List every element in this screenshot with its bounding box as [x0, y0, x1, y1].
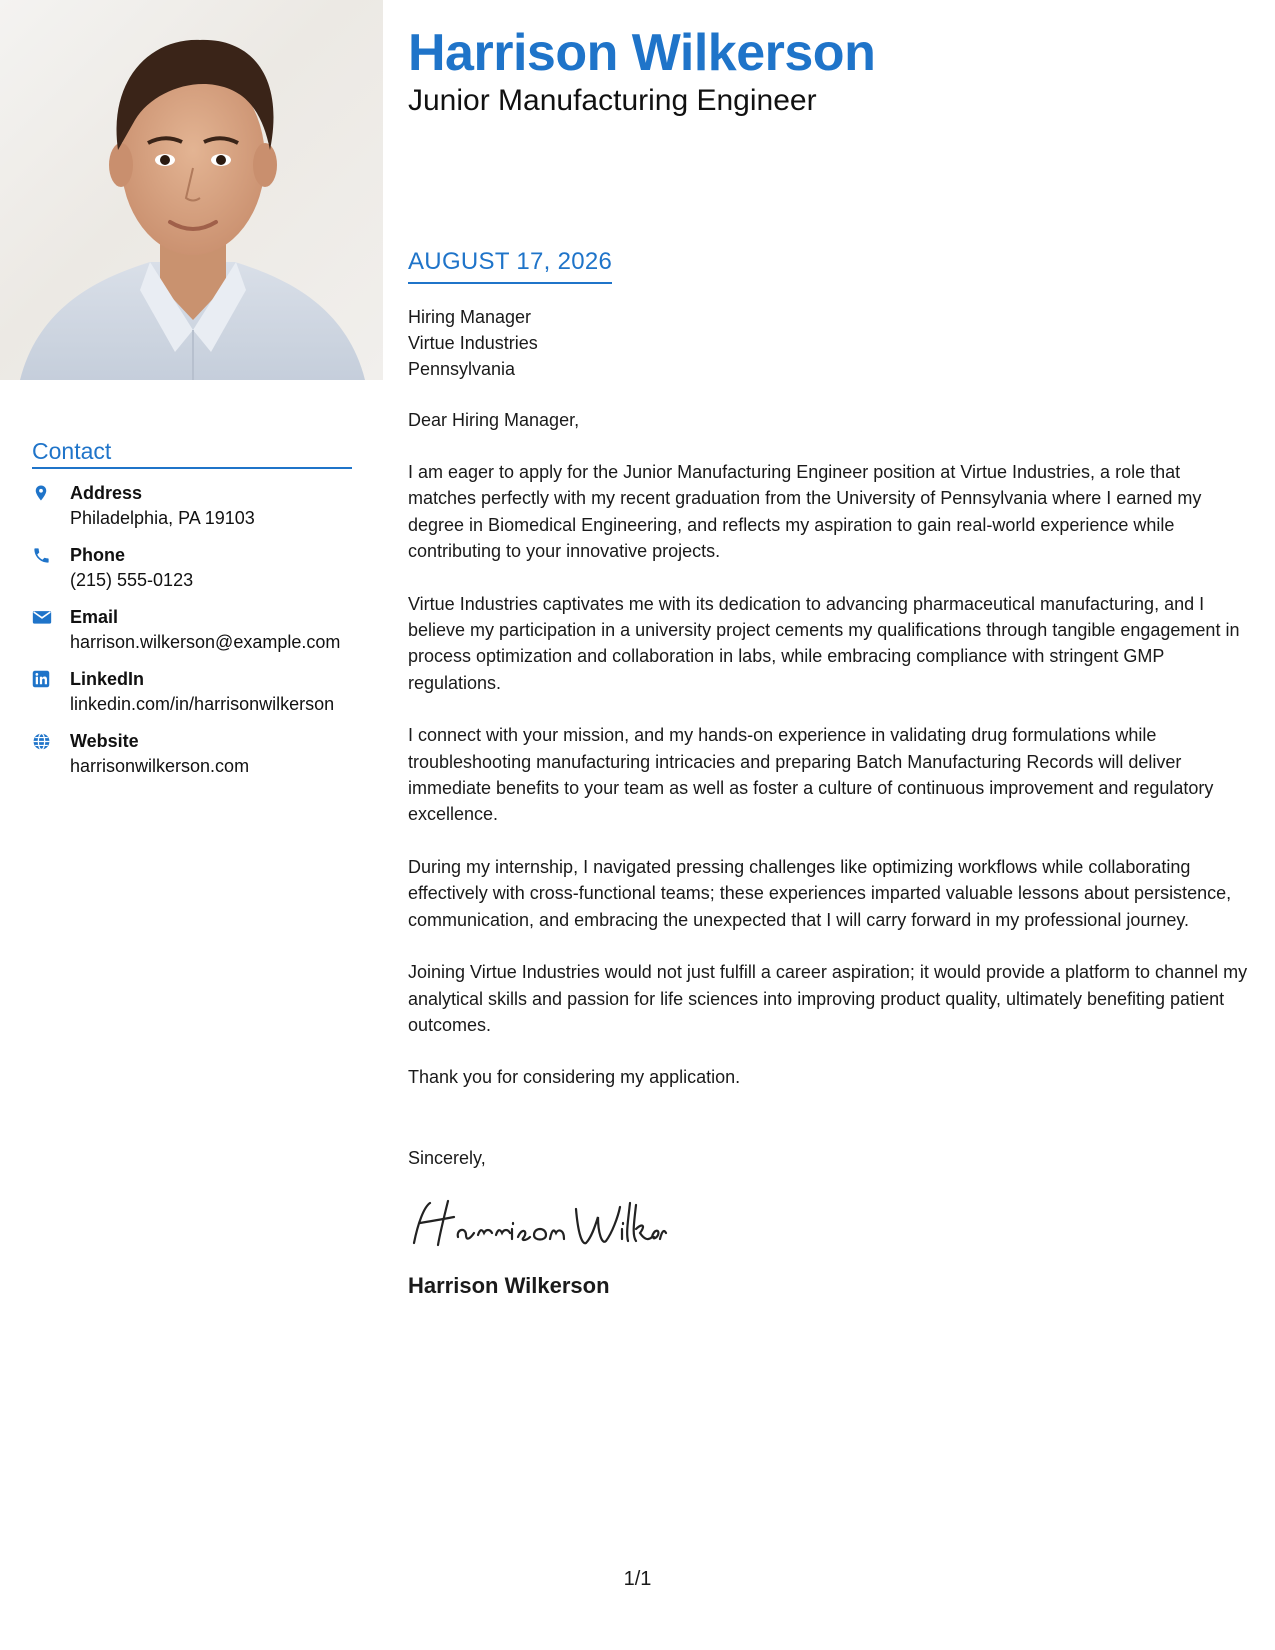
phone-icon [32, 543, 70, 592]
body-paragraph: Joining Virtue Industries would not just fulfill a career aspiration; it would provide a platform to channel my analytical skills and passion for life sciences into improving product quality, ultimately benefiting patient outcomes. [408, 962, 1248, 1035]
contact-label: LinkedIn [70, 669, 145, 689]
contact-value: Philadelphia, PA 19103 [70, 508, 255, 528]
body-paragraph: During my internship, I navigated pressing challenges like optimizing workflows while collaborating effectively with cross-functional teams; these experiences imparted valuable lessons about persistence, communication, and embracing the unexpected that I will carry forward in my professional journey. [408, 856, 1232, 930]
contact-address [32, 481, 352, 530]
recipient-line: Pennsylvania [408, 359, 516, 379]
page-number: 1/1 [623, 1568, 652, 1590]
applicant-name: Harrison Wilkerson [408, 24, 876, 82]
body-paragraph: I connect with your mission, and my hands-on experience in validating drug formulations while troubleshooting manufacturing intricacies and preparing Batch Manufacturing Records will deliver immediate benefits to your team as well as foster a culture of continuous improvement and regulatory excellence. [408, 725, 1214, 825]
applicant-role: Junior Manufacturing Engineer [408, 84, 817, 117]
contact-email [32, 605, 352, 654]
globe-icon [32, 729, 70, 778]
contact-label: Website [70, 731, 139, 751]
profile-photo [0, 0, 383, 380]
contact-label: Email [70, 607, 119, 627]
contact-value: harrison.wilkerson@example.com [70, 632, 341, 652]
handwritten-signature [408, 1193, 1253, 1257]
contact-value: (215) 555-0123 [70, 570, 194, 590]
recipient-line: Hiring Manager [408, 307, 532, 327]
salutation: Dear Hiring Manager, [408, 410, 580, 430]
contact-label: Phone [70, 545, 126, 565]
location-pin-icon [32, 481, 70, 530]
recipient-block [408, 304, 1253, 382]
closing: Sincerely, [408, 1147, 486, 1168]
contact-linkedin [32, 667, 352, 716]
email-icon [32, 605, 70, 654]
contact-list [32, 481, 352, 778]
sidebar [32, 438, 352, 791]
contact-value: harrisonwilkerson.com [70, 756, 250, 776]
recipient-line: Virtue Industries [408, 333, 538, 353]
contact-value: linkedin.com/in/harrisonwilkerson [70, 694, 335, 714]
letter-date: AUGUST 17, 2026 [408, 248, 612, 284]
linkedin-icon [32, 667, 70, 716]
body-paragraph: Virtue Industries captivates me with its dedication to advancing pharmaceutical manufacturing, and I believe my participation in a university project cements my qualifications through tangible engagement in process optimization and collaboration in labs, while embracing compliance with stringent GMP regulations. [408, 593, 1240, 693]
contact-label: Address [70, 483, 143, 503]
body-paragraph: I am eager to apply for the Junior Manufacturing Engineer position at Virtue Industries, a role that matches perfectly with my recent graduation from the University of Pennsylvania where I earned my degree in Biomedical Engineering, and reflects my aspiration to gain real-world experience while contributing to your innovative projects. [408, 462, 1202, 562]
contact-phone [32, 543, 352, 592]
contact-website [32, 729, 352, 778]
contact-heading: Contact [32, 438, 352, 469]
body-paragraph: Thank you for considering my application. [408, 1067, 741, 1088]
letter-body [408, 22, 1253, 1299]
signer-name: Harrison Wilkerson [408, 1272, 610, 1298]
